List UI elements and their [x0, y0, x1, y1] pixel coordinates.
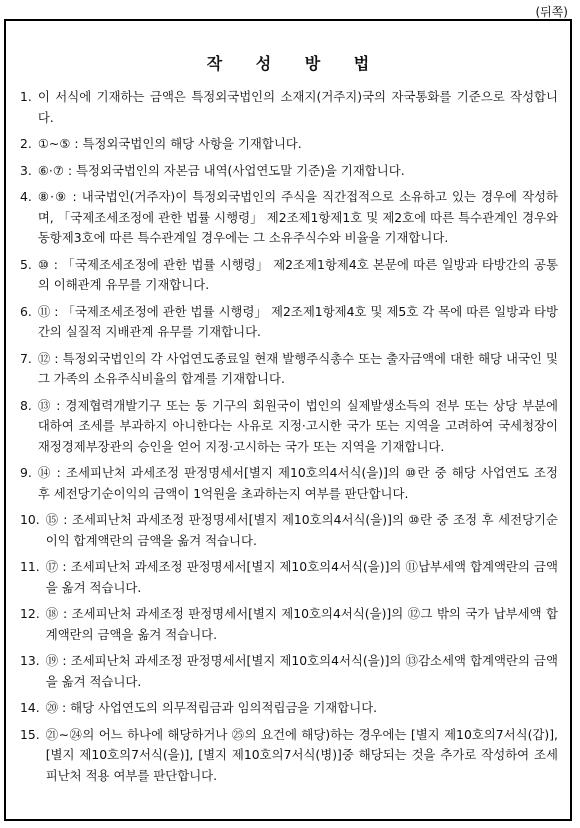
item-number: 4.: [20, 189, 32, 204]
item-text: ⑪ : 「국제조세조정에 관한 법률 시행령」 제2조제1항제4호 및 제5호 각 목에 따른 일방과 타방간의 실질적 지배관계 유무를 기재합니다.: [37, 303, 558, 339]
item-number: 7.: [20, 350, 32, 366]
instruction-item: [20, 255, 558, 296]
item-number: 12.: [20, 606, 40, 621]
item-number: 2.: [20, 136, 32, 151]
item-number: 1.: [20, 89, 32, 104]
instruction-item: [20, 349, 558, 390]
instruction-item: [20, 87, 558, 128]
instruction-item: [20, 651, 558, 692]
item-text: ①~⑤ : 특정외국법인의 해당 사항을 기재합니다.: [37, 136, 302, 151]
item-text: ⑭ : 조세피난처 과세조정 판정명세서[별지 제10호의4서식(을)]의 ⑩란 중 해당 사업연도 조정 후 세전당기순이익의 금액이 1억원을 초과하는지 여부를 판단합니다.: [37, 465, 558, 501]
instruction-item: [20, 725, 558, 787]
instruction-item: [20, 604, 558, 645]
item-text: ⑫ : 특정외국법인의 각 사업연도종료일 현재 발행주식총수 또는 출자금액에 대한 해당 내국인 및 그 가족의 소유주식비율의 합계를 기재합니다.: [37, 350, 558, 386]
item-number: 13.: [20, 653, 40, 668]
item-number: 10.: [20, 512, 40, 527]
item-number: 15.: [20, 726, 40, 742]
instruction-item: [20, 134, 558, 155]
item-text: ⑩ : 「국제조세조정에 관한 법률 시행령」 제2조제1항제4호 본문에 따른 일방과 타방간의 공통의 이해관계 유무를 기재합니다.: [37, 256, 558, 292]
item-number: 9.: [20, 465, 32, 480]
item-text: ⑱ : 조세피난처 과세조정 판정명세서[별지 제10호의4서식(을)]의 ⑫그 밖의 국가 납부세액 합계액란의 금액을 옮겨 적습니다.: [45, 606, 558, 642]
instruction-item: [20, 463, 558, 504]
item-text: ⑥·⑦ : 특정외국법인의 자본금 내역(사업연도말 기준)을 기재합니다.: [37, 162, 405, 178]
document-frame: [4, 19, 572, 821]
item-number: 3.: [20, 162, 32, 178]
item-number: 5.: [20, 256, 32, 272]
item-text: ⑳ : 해당 사업연도의 의무적립금과 임의적립금을 기재합니다.: [45, 700, 378, 715]
instruction-item: [20, 396, 558, 458]
document-title: 작 성 방 법: [206, 54, 384, 73]
instruction-item: [20, 698, 558, 719]
item-number: 8.: [20, 397, 32, 413]
instruction-item: [20, 557, 558, 598]
item-text: ⑬ : 경제협력개발기구 또는 동 기구의 회원국이 법인의 실제발생소득의 전부 또는 상당 부분에 대하여 조세를 부과하지 아니한다는 사유로 지정·고시한 국가 또는 지역을 고려하여 국세청장이 재정경제부장관의 승인을 얻어 지정·고시하는 국가 또는 지역을 기재합니다.: [37, 397, 558, 454]
item-text: ⑧·⑨ : 내국법인(거주자)이 특정외국법인의 주식을 직간접적으로 소유하고 있는 경우에 작성하며, 「국제조세조정에 관한 법률 시행령」 제2조제1항제1호 및 제2호에 따른 특수관계인 경우와 동항제3호에 따른 특수관계일 경우에는 그 소유주식수와 비율을 기재합니다.: [37, 189, 558, 245]
instruction-item: [20, 187, 558, 249]
item-text: ⑲ : 조세피난처 과세조정 판정명세서[별지 제10호의4서식(을)]의 ⑬감소세액 합계액란의 금액을 옮겨 적습니다.: [45, 653, 558, 689]
item-text: ⑰ : 조세피난처 과세조정 판정명세서[별지 제10호의4서식(을)]의 ⑪납부세액 합계액란의 금액을 옮겨 적습니다.: [45, 559, 558, 595]
page-side-note: (뒤쪽): [535, 5, 568, 19]
item-text: ⑮ : 조세피난처 과세조정 판정명세서[별지 제10호의4서식(을)]의 ⑩란 중 조정 후 세전당기순이익 합계액란의 금액을 옮겨 적습니다.: [45, 512, 558, 548]
instruction-item: [20, 161, 558, 182]
instruction-item: [20, 302, 558, 343]
item-number: 14.: [20, 700, 40, 715]
item-text: 이 서식에 기재하는 금액은 특정외국법인의 소재지(거주지)국의 자국통화를 기준으로 작성합니다.: [37, 89, 558, 125]
item-number: 6.: [20, 303, 32, 319]
instruction-list: [20, 87, 558, 792]
item-text: ㉑∼㉔의 어느 하나에 해당하거나 ㉕의 요건에 해당)하는 경우에는 [별지 제10호의7서식(갑)], [별지 제10호의7서식(을)], [별지 제10호의7서식(병)]중 해당되는 것을 추가로 작성하여 조세피난처 적용 여부를 판단합니다.: [45, 726, 558, 783]
item-number: 11.: [20, 559, 40, 574]
instruction-item: [20, 510, 558, 551]
